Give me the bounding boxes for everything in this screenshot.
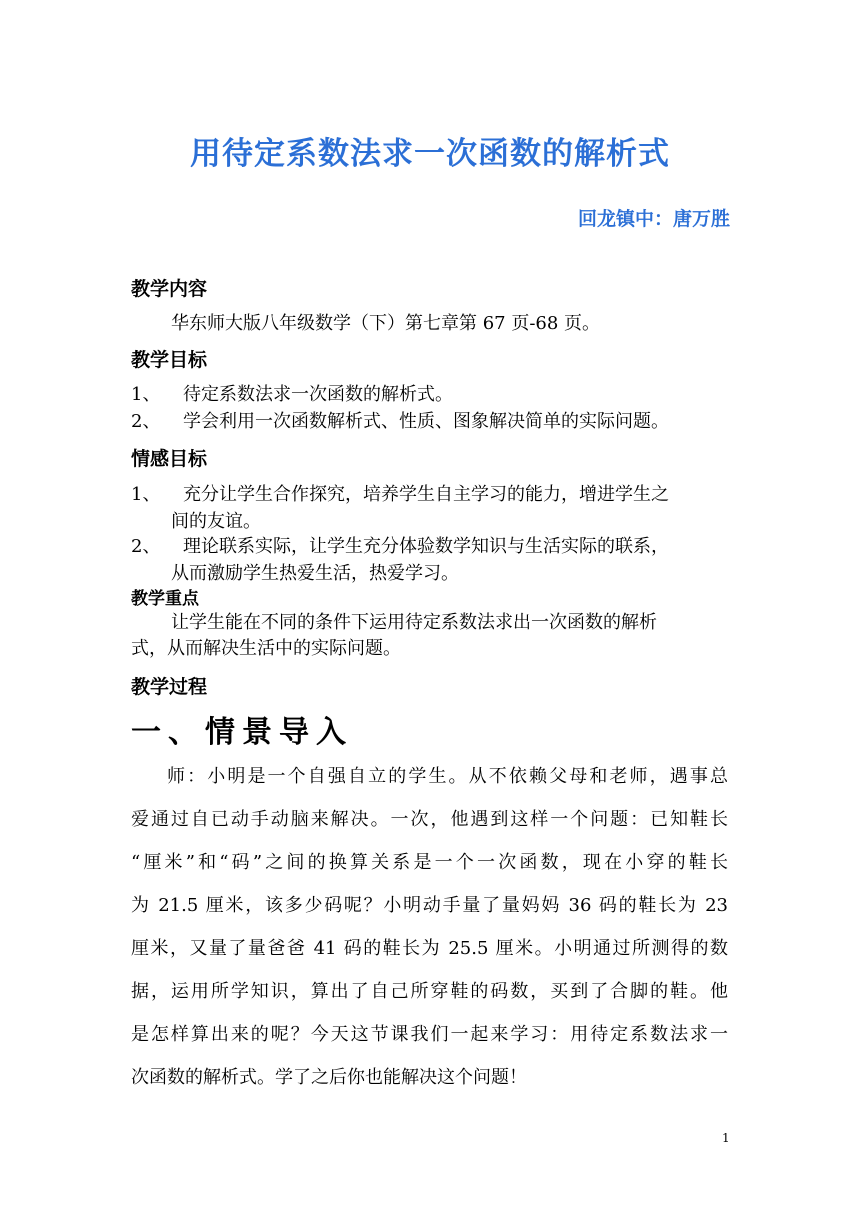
author-line: 回龙镇中：唐万胜 xyxy=(577,208,730,230)
section-title: 一、情景导入 xyxy=(131,715,353,750)
page-number: 1 xyxy=(722,1131,730,1145)
key-points-line: 式，从而解决生活中的实际问题。 xyxy=(131,638,401,659)
list-text: 充分让学生合作探究，培养学生自主学习的能力，增进学生之 xyxy=(183,484,669,505)
emotional-goals-heading: 情感目标 xyxy=(131,448,208,470)
body-line: 据，运用所学知识，算出了自己所穿鞋的码数，买到了合脚的鞋。他 xyxy=(131,981,728,1002)
teaching-content-text: 华东师大版八年级数学（下）第七章第 67 页-68 页。 xyxy=(171,313,601,334)
list-text: 待定系数法求一次函数的解析式。 xyxy=(183,384,453,405)
body-line: “厘米”和“码”之间的换算关系是一个一次函数，现在小穿的鞋长 xyxy=(131,852,728,873)
teaching-goals-heading: 教学目标 xyxy=(131,349,208,371)
body-line: 是怎样算出来的呢？今天这节课我们一起来学习：用待定系数法求一 xyxy=(131,1024,728,1045)
list-text-continuation: 从而激励学生热爱生活，热爱学习。 xyxy=(171,563,459,584)
key-points-line: 让学生能在不同的条件下运用待定系数法求出一次函数的解析 xyxy=(171,612,657,633)
body-line: 为 21.5 厘米，该多少码呢？小明动手量了量妈妈 36 码的鞋长为 23 xyxy=(131,895,728,916)
list-text-continuation: 间的友谊。 xyxy=(171,511,261,532)
document-title: 用待定系数法求一次函数的解析式 xyxy=(190,136,670,172)
body-line: 师：小明是一个自强自立的学生。从不依赖父母和老师，遇事总 xyxy=(167,766,728,787)
list-number: 1、 xyxy=(131,384,161,405)
list-number: 1、 xyxy=(131,484,161,505)
body-line: 厘米，又量了量爸爸 41 码的鞋长为 25.5 厘米。小明通过所测得的数 xyxy=(131,938,728,959)
key-points-heading: 教学重点 xyxy=(131,589,199,609)
list-text: 学会利用一次函数解析式、性质、图象解决简单的实际问题。 xyxy=(183,411,669,432)
list-text: 理论联系实际，让学生充分体验数学知识与生活实际的联系， xyxy=(183,536,669,557)
teaching-content-heading: 教学内容 xyxy=(131,278,208,300)
body-line: 次函数的解析式。学了之后你也能解决这个问题！ xyxy=(131,1067,527,1088)
list-number: 2、 xyxy=(131,411,161,432)
process-heading: 教学过程 xyxy=(131,676,208,698)
body-line: 爱通过自已动手动脑来解决。一次，他遇到这样一个问题：已知鞋长 xyxy=(131,809,728,830)
list-number: 2、 xyxy=(131,536,161,557)
